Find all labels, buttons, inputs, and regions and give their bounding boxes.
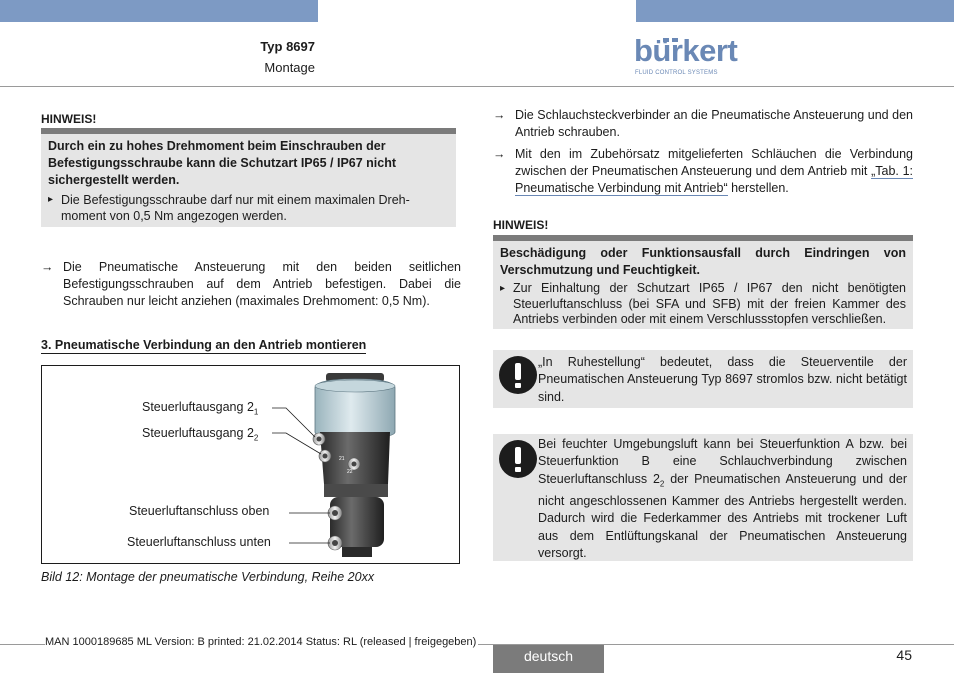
figure-label-port-bottom: Steuerluftanschluss unten — [127, 535, 271, 549]
arrow-right-icon: → — [493, 108, 506, 122]
port-label-22: 22 — [347, 469, 353, 475]
header-accent-bar-right — [636, 0, 954, 22]
document-type: Typ 8697 — [260, 39, 315, 54]
step-connect-hoses — [493, 146, 913, 197]
notice-item-line: moment von 0,5 Nm angezogen werden. — [61, 209, 287, 223]
arrow-right-icon: → — [493, 147, 506, 161]
section-heading: 3. Pneumatische Verbindung an den Antrieb montieren — [41, 338, 367, 352]
warning-box-rest-position — [493, 350, 913, 408]
notice-item — [48, 192, 449, 224]
warning-text: „In Ruhestellung“ bedeutet, dass die Steuerventile der Pneumatischen Ansteuerung Typ 8697 stromlos bzw. nicht betätigt sind. — [538, 355, 907, 404]
pneumatic-control-illustration — [42, 366, 461, 565]
step-text: Die Pneumatische Ansteuerung mit den beiden seitlichen Befestigungsschrauben auf dem Antrieb befestigen. Dabei die Schrauben nur leicht anziehen (maximales Drehmoment: 0,5 Nm). — [63, 260, 461, 308]
step-text: herstellen. — [727, 181, 789, 195]
step-text: Die Schlauchsteckverbinder an die Pneumatische Ansteuerung und den Antrieb schrauben. — [515, 108, 913, 139]
document-meta: MAN 1000189685 ML Version: B printed: 21.02.2014 Status: RL (released | freigegeben) — [45, 636, 477, 648]
table-reference-link[interactable]: „Tab. 1: Pneumatische Verbindung mit Antrieb“ — [515, 164, 913, 195]
step-screw-connectors — [493, 107, 913, 141]
warning-text: Bei feuchter Umgebungsluft kann bei Steuerfunktion A bzw. bei Steuerfunktion B eine Schlauchverbindung zwischen Steuerluftanschluss $2_2$ der Pneumatischen Ansteuerung und der nicht angeschlossenen Kammer des Antriebs hergestellt werden. Dadurch wird die Federkammer des Antriebs mit trockener Luft aus dem Entlüftungskanal der Pneumatischen Ansteuerung versorgt. — [538, 437, 907, 560]
figure-caption: Bild 12: Montage der pneumatische Verbindung, Reihe 20xx — [41, 570, 375, 584]
figure-frame — [41, 365, 460, 564]
warning-box-humidity — [493, 434, 913, 561]
fitting-21-icon — [313, 433, 325, 445]
notice-box-left — [41, 128, 456, 227]
figure-label-output-22: Steuerluftausgang $2_2$ — [142, 426, 259, 443]
document-section: Montage — [264, 60, 315, 75]
step-fasten — [41, 259, 461, 310]
step-text: Mit den im Zubehörsatz mitgelieferten Schläuchen die Verbindung zwischen der Pneumatischen Ansteuerung und dem Antrieb mit — [515, 147, 913, 178]
page-number: 45 — [896, 647, 912, 663]
language-tab: deutsch — [493, 645, 604, 673]
fitting-22-icon — [319, 450, 331, 462]
burkert-logo — [634, 33, 738, 78]
notice-title: Beschädigung oder Funktionsausfall durch Eindringen von Verschmutzung und Feuchtigkeit. — [500, 246, 906, 277]
header-accent-bar-left — [0, 0, 318, 22]
figure-label-output-21: Steuerluftausgang $2_1$ — [142, 400, 259, 417]
exclamation-icon — [499, 356, 537, 394]
notice-title: Durch ein zu hohes Drehmoment beim Einschrauben der Befestigungsschraube kann die Schutzart IP65 / IP67 nicht sichergestellt werden. — [48, 139, 397, 187]
logo-subtitle: FLUID CONTROL SYSTEMS — [635, 70, 718, 76]
actuator-fitting-bottom-icon — [328, 536, 342, 550]
header-divider — [0, 86, 954, 87]
port-label-21: 21 — [339, 456, 345, 462]
notice-label-right: HINWEIS! — [493, 218, 549, 232]
actuator-fitting-top-icon — [328, 506, 342, 520]
notice-item-line: ▸ Die Befestigungsschraube darf nur mit einem maximalen Dreh- — [61, 193, 410, 207]
exclamation-icon — [499, 440, 537, 478]
figure-label-port-top: Steuerluftanschluss oben — [129, 504, 270, 518]
arrow-right-icon: → — [41, 260, 54, 274]
notice-label-left: HINWEIS! — [41, 112, 97, 126]
notice-box-right — [493, 235, 913, 329]
logo-wordmark: bürkert — [634, 33, 738, 68]
notice-item: ▸ Zur Einhaltung der Schutzart IP65 / IP67 den nicht benötigten Steuerluftanschluss (bei SFA und SFB) mit der freien Kammer des Antriebs verbinden oder mit einem Verschlussstopfen verschließen. — [500, 281, 906, 328]
